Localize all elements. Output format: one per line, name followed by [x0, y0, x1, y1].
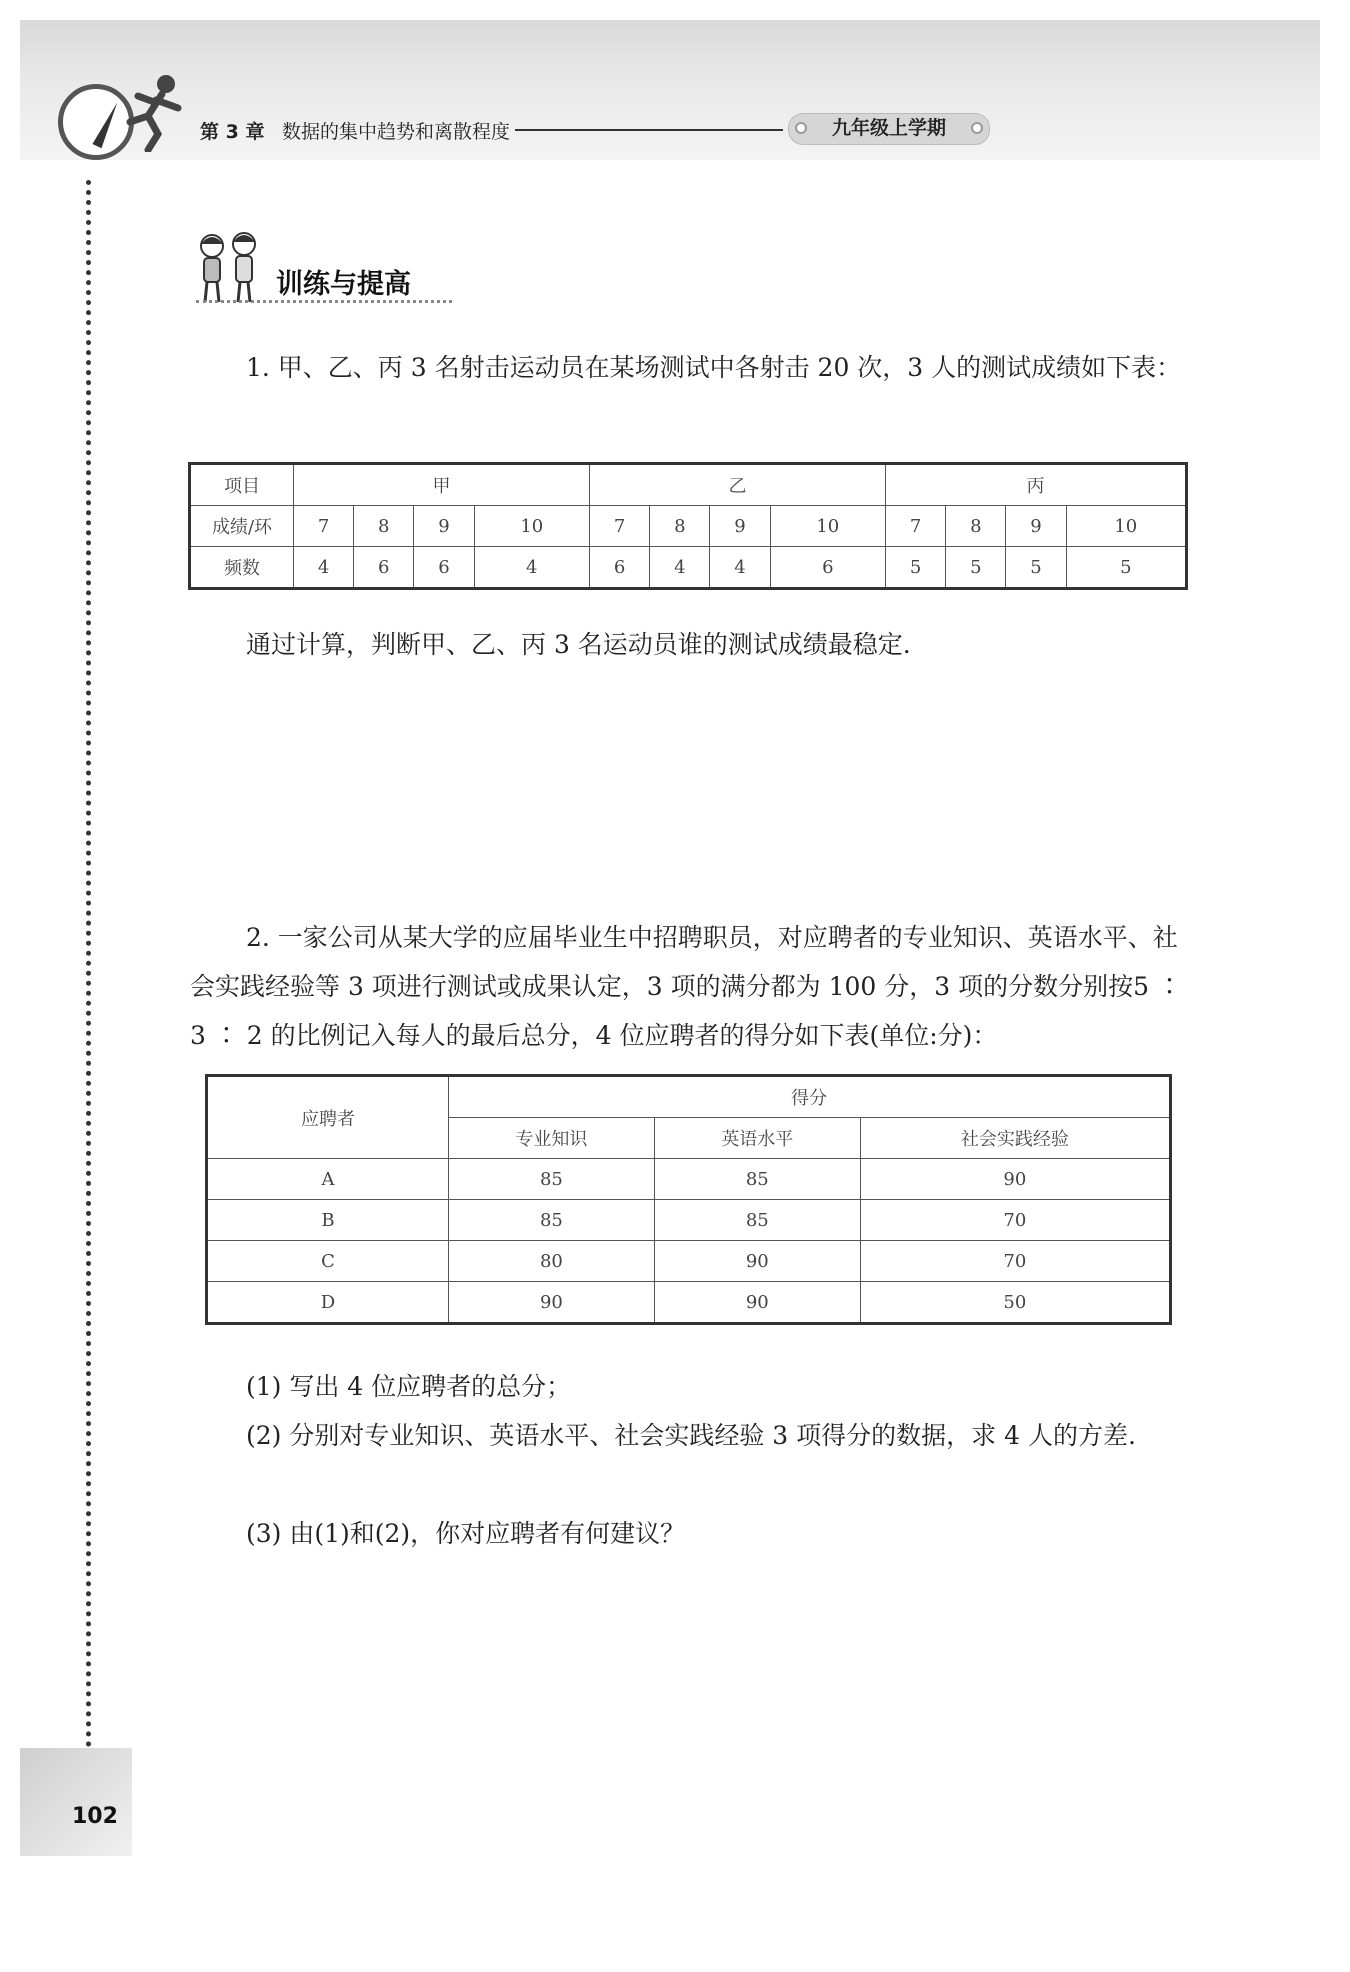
q1-question: 通过计算，判断甲、乙、丙 3 名运动员谁的测试成绩最稳定.: [246, 630, 911, 659]
page-number: 102: [72, 1804, 118, 1829]
table-cell: 85: [449, 1159, 655, 1200]
table-cell: 6: [590, 547, 650, 589]
grade-badge: [788, 113, 990, 145]
table-cell: 8: [354, 506, 414, 547]
table-row: [190, 547, 1187, 589]
table-cell: 10: [770, 506, 886, 547]
table-row: [207, 1159, 1171, 1200]
q2-sub1: (1) 写出 4 位应聘者的总分；: [246, 1372, 572, 1401]
table-cell: 成绩/环: [190, 506, 294, 547]
dotted-margin: [86, 180, 91, 1748]
table-cell: 8: [946, 506, 1006, 547]
q1-text: 1. 甲、乙、丙 3 名射击运动员在某场测试中各射击 20 次，3 人的测试成绩如下表：: [246, 353, 1182, 382]
table-cell: 5: [1006, 547, 1066, 589]
table-cell: D: [207, 1282, 449, 1324]
table-cell: 乙: [590, 464, 886, 506]
chapter-title: 数据的集中趋势和离散程度: [282, 121, 511, 143]
table-cell: 10: [1066, 506, 1186, 547]
grade-label: 九年级上学期: [831, 118, 946, 139]
table-cell: 80: [449, 1241, 655, 1282]
table-cell: 70: [860, 1200, 1170, 1241]
table-cell: 丙: [886, 464, 1187, 506]
table-cell: B: [207, 1200, 449, 1241]
q2-sub2: (2) 分别对专业知识、英语水平、社会实践经验 3 项得分的数据，求 4 人的方差.: [246, 1421, 1136, 1450]
table-cell: 4: [474, 547, 590, 589]
table-cell: 得分: [449, 1076, 1171, 1118]
table-cell: 应聘者: [207, 1076, 449, 1159]
table-cell: 9: [414, 506, 474, 547]
section-title: 训练与提高: [276, 269, 411, 300]
table-cell: 7: [590, 506, 650, 547]
table-cell: 英语水平: [654, 1118, 860, 1159]
table-cell: 50: [860, 1282, 1170, 1324]
kids-illustration-icon: [188, 228, 268, 308]
table-cell: 9: [710, 506, 770, 547]
table-cell: 7: [886, 506, 946, 547]
table-row: [207, 1076, 1171, 1118]
section-underline: [196, 300, 452, 303]
runner-icon: [118, 72, 188, 152]
table-cell: 6: [354, 547, 414, 589]
table-cell: 社会实践经验: [860, 1118, 1170, 1159]
table-cell: 90: [860, 1159, 1170, 1200]
table-cell: 7: [294, 506, 354, 547]
table-row: [190, 506, 1187, 547]
table-row: [190, 464, 1187, 506]
table-cell: 6: [414, 547, 474, 589]
table-row: [207, 1241, 1171, 1282]
table-cell: 4: [710, 547, 770, 589]
table-cell: A: [207, 1159, 449, 1200]
table-cell: 甲: [294, 464, 590, 506]
q1-table: [188, 462, 1188, 590]
table-cell: 10: [474, 506, 590, 547]
header-divider: [515, 129, 783, 131]
table-cell: 70: [860, 1241, 1170, 1282]
table-cell: 85: [654, 1159, 860, 1200]
table-cell: 频数: [190, 547, 294, 589]
table-cell: 85: [654, 1200, 860, 1241]
table-cell: 4: [650, 547, 710, 589]
table-cell: 5: [946, 547, 1006, 589]
table-cell: 90: [449, 1282, 655, 1324]
q2-sub3: (3) 由(1)和(2)，你对应聘者有何建议？: [246, 1519, 686, 1548]
table-cell: 8: [650, 506, 710, 547]
table-cell: 4: [294, 547, 354, 589]
chapter-label: 第 3 章: [200, 121, 265, 143]
page-corner: [20, 1748, 132, 1856]
table-cell: 9: [1006, 506, 1066, 547]
table-cell: 5: [886, 547, 946, 589]
table-cell: 专业知识: [449, 1118, 655, 1159]
table-cell: 项目: [190, 464, 294, 506]
table-row: [207, 1200, 1171, 1241]
table-row: [207, 1282, 1171, 1324]
q2-text: 2. 一家公司从某大学的应届毕业生中招聘职员，对应聘者的专业知识、英语水平、社会实践经验等 3 项进行测试或成果认定，3 项的满分都为 100 分，3 项的分数分别按5 ∶ 3 ∶ 2 的比例记入每人的最后总分，4 位应聘者的得分如下表(单位:分)：: [190, 923, 1182, 1050]
q2-table: [205, 1074, 1172, 1325]
table-cell: C: [207, 1241, 449, 1282]
table-cell: 6: [770, 547, 886, 589]
table-cell: 5: [1066, 547, 1186, 589]
table-cell: 90: [654, 1282, 860, 1324]
table-cell: 85: [449, 1200, 655, 1241]
table-cell: 90: [654, 1241, 860, 1282]
